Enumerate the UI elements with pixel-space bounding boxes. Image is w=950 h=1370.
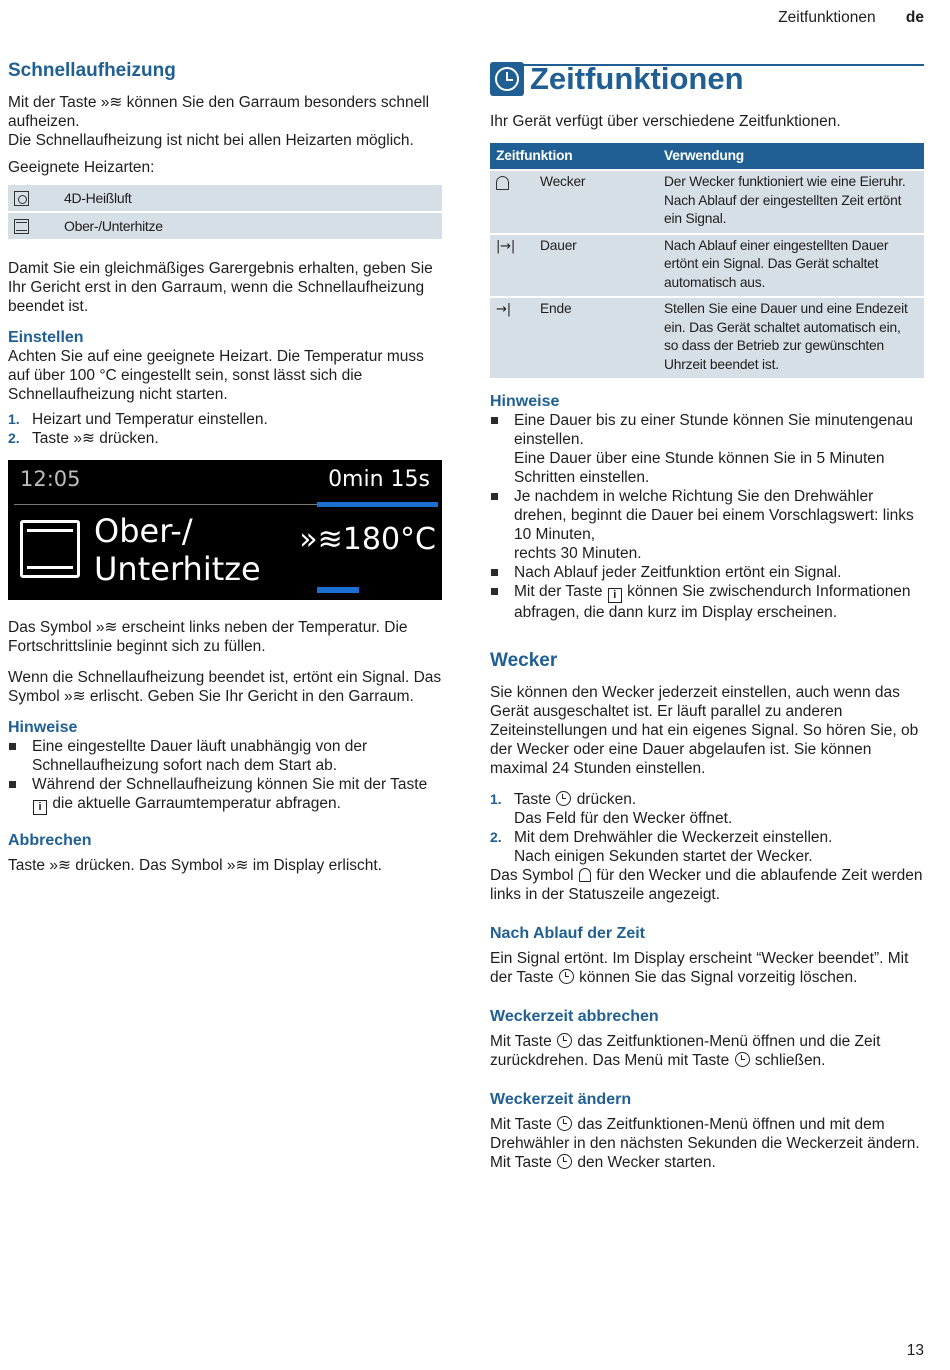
list-item: Nach Ablauf jeder Zeitfunktion ertönt ein Signal. [490,563,924,582]
4d-hot-air-icon [14,191,29,206]
table-header: Zeitfunktion Verwendung [490,143,924,169]
chapter-intro: Ihr Gerät verfügt über verschiedene Zeitfunktionen. [490,113,841,130]
subsection-title-abbrechen: Weckerzeit abbrechen [490,1008,659,1025]
section-title-wecker: Wecker [490,650,558,671]
bell-icon [579,868,591,882]
list-item: Eine Dauer bis zu einer Stunde können Sie minutengenau einstellen. Eine Dauer über eine Stunde können Sie in 5 Minuten Schritten einstellen. [490,411,924,487]
set-steps [8,410,442,448]
para-end: Wenn die Schnellaufheizung beendet ist, ertönt ein Signal. Das Symbol »≋ erlischt. Geben Sie Ihr Gericht in den Garraum. [8,669,442,705]
header-language: de [905,9,924,26]
display-duration: 0min 15s [328,467,430,492]
intro-text-1: Mit der Taste »≋ können Sie den Garraum besonders schnell aufheizen. [8,94,430,130]
info-icon: i [33,800,47,815]
clock-icon [557,1033,572,1048]
top-bottom-heat-icon [14,219,29,234]
para-symbol: Das Symbol »≋ erscheint links neben der Temperatur. Die Fortschrittslinie beginnt sich zu füllen. [8,619,408,655]
list-item: Mit der Taste i können Sie zwischendurch Informationen abfragen, die dann kurz im Display erscheinen. [490,582,924,622]
table-row: |→| Dauer Nach Ablauf einer eingestellten Dauer ertönt ein Signal. Das Gerät schaltet automatisch aus. [490,235,924,297]
para-even-result: Damit Sie ein gleichmäßiges Garergebnis erhalten, geben Sie Ihr Gericht erst in den Garraum, wenn die Schnellaufheizung beendet ist. [8,260,433,315]
suitable-label: Geeignete Heizarten: [8,159,155,176]
subsection-title-einstellen: Einstellen [8,329,84,346]
clock-icon [559,969,574,984]
change-text: Mit Taste das Zeitfunktionen-Menü öffnen und mit dem Drehwähler in den nächsten Sekunden die Weckerzeit ändern. Mit Taste den Wecker starten. [490,1116,920,1171]
subsection-title-abbrechen: Abbrechen [8,832,92,849]
list-item: 2. Mit dem Drehwähler die Weckerzeit einstellen. Nach einigen Sekunden startet der Wecker. [490,829,833,865]
notes-list [8,737,442,815]
display-progress-indicator [317,587,359,593]
chapter-heading [490,61,924,96]
clock-icon [556,791,571,806]
clock-icon [735,1052,750,1067]
display-mode: Ober-/ Unterhitze [94,512,261,588]
subsection-title-aendern: Weckerzeit ändern [490,1091,632,1108]
time-functions-table [490,143,924,378]
subsection-title-nach-ablauf: Nach Ablauf der Zeit [490,925,645,942]
table-row: Wecker Der Wecker funktioniert wie eine Eieruhr. Nach Ablauf der eingestellten Zeit ertönt ein Signal. [490,171,924,233]
right-column [490,60,924,1172]
display-temperature: »≋180°C [299,522,436,557]
left-column [8,60,442,875]
heating-mode-label: Ober-/Unterhitze [64,217,163,234]
duration-icon: |→| [496,238,516,254]
cancel-text: Taste »≋ drücken. Das Symbol »≋ im Display erlischt. [8,857,382,874]
display-time: 12:05 [20,467,81,491]
wecker-symbol-text: Das Symbol für den Wecker und die ablaufende Zeit werden links in der Statuszeile angezeigt. [490,867,923,903]
heating-mode-row [8,213,442,239]
bell-icon [496,176,509,190]
clock-icon [557,1154,572,1169]
info-icon: i [608,588,622,603]
list-item: 2. Taste »≋ drücken. [8,430,159,447]
wecker-text: Sie können den Wecker jederzeit einstellen, auch wenn das Gerät ausgeschaltet ist. Er läuft parallel zu anderen Zeiteinstellungen und hat ein eigenes Signal. So hören Sie, ob der Wecker oder eine Dauer abgelaufen ist. Sie können maximal 24 Stunden einstellen. [490,684,919,777]
list-item: Während der Schnellaufheizung können Sie mit der Taste i die aktuelle Garraumtemperatur abfragen. [8,775,442,815]
list-item: Eine eingestellte Dauer läuft unabhängig von der Schnellaufheizung sofort nach dem Start ab. [8,737,442,775]
clock-icon [557,1116,572,1131]
list-item: Je nachdem in welche Richtung Sie den Drehwähler drehen, beginnt die Dauer bei einem Vorschlagswert: links 10 Minuten, rechts 30 Minuten. [490,487,924,563]
intro-text-2: Die Schnellaufheizung ist nicht bei allen Heizarten möglich. [8,132,414,149]
oven-display [8,460,442,600]
header-section: Zeitfunktionen [778,9,876,26]
heating-modes-table [8,185,442,239]
display-progress-line [317,502,438,507]
heating-mode-row [8,185,442,211]
chapter-title: Zeitfunktionen [530,61,744,96]
heating-mode-label: 4D-Heißluft [64,189,132,206]
page-header [778,8,924,27]
notes-title: Hinweise [490,393,560,410]
section-title-schnellaufheizung: Schnellaufheizung [8,60,176,81]
list-item: 1. Heizart und Temperatur einstellen. [8,411,268,428]
after-text: Ein Signal ertönt. Im Display erscheint “Wecker beendet”. Mit der Taste können Sie das Signal vorzeitig löschen. [490,950,909,986]
set-text: Achten Sie auf eine geeignete Heizart. Die Temperatur muss auf über 100 °C eingestellt sein, sonst lässt sich die Schnellaufheizung nicht starten. [8,348,424,403]
cancel-text: Mit Taste das Zeitfunktionen-Menü öffnen und die Zeit zurückdrehen. Das Menü mit Taste schließen. [490,1033,881,1069]
notes-list [490,411,924,622]
top-bottom-heat-icon [20,520,80,578]
table-row: →| Ende Stellen Sie eine Dauer und eine Endezeit ein. Das Gerät schaltet automatisch ein, so dass der Betrieb zur gewünschten Uhrzeit beendet ist. [490,298,924,378]
list-item: 1. Taste drücken. Das Feld für den Wecker öffnet. [490,791,733,827]
clock-icon [490,62,524,96]
page-number: 13 [906,1342,924,1359]
notes-title: Hinweise [8,719,78,736]
wecker-steps [490,790,924,866]
end-icon: →| [496,302,511,317]
